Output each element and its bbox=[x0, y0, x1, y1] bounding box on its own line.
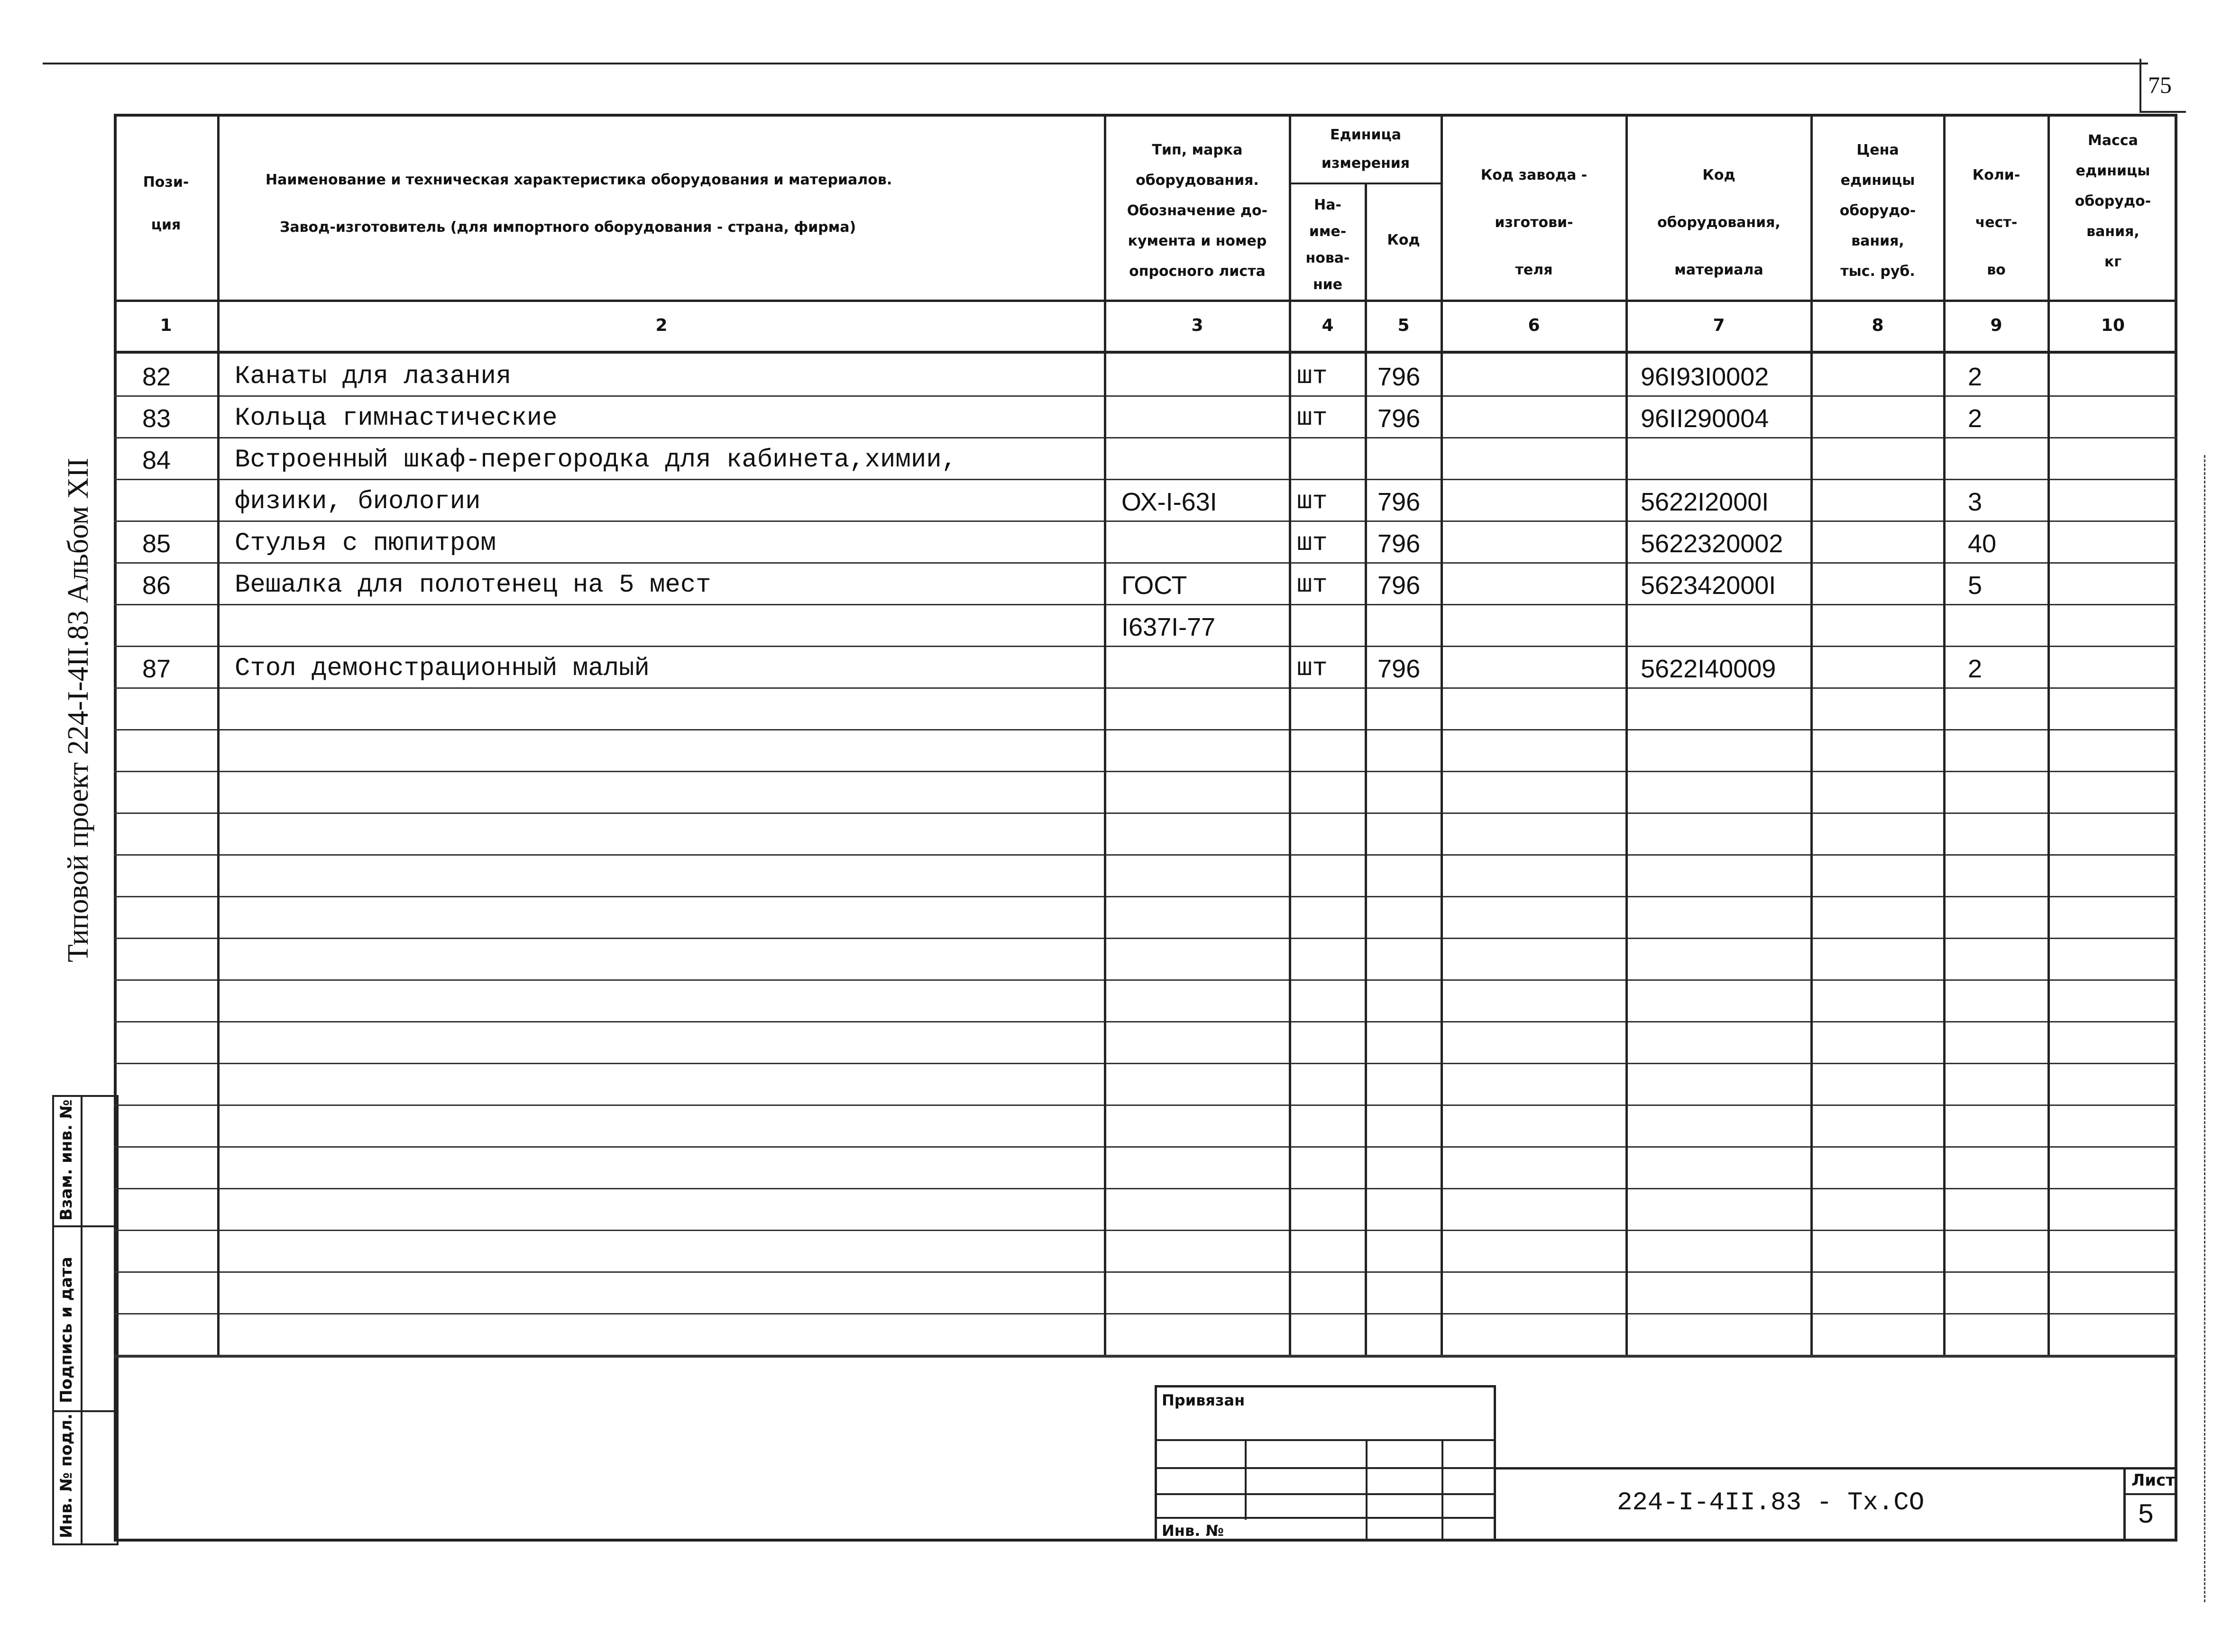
row-rule bbox=[114, 395, 2177, 397]
cell-position: 84 bbox=[142, 446, 171, 475]
cell-name: Встроенный шкаф-перегородка для кабинета,химии, bbox=[235, 446, 957, 475]
cell-position: 82 bbox=[142, 363, 171, 391]
cell-position: 87 bbox=[142, 655, 171, 683]
row-rule bbox=[114, 938, 2177, 939]
column-number: 4 bbox=[1322, 316, 1334, 335]
cell-quantity: 2 bbox=[1968, 404, 1983, 433]
column-number: 3 bbox=[1191, 316, 1203, 335]
page-number: 75 bbox=[2148, 72, 2172, 98]
margin-label-replace: Взам. инв. № bbox=[57, 1099, 76, 1221]
header-quantity: Коли- чест- во bbox=[1972, 167, 2020, 278]
row-rule bbox=[114, 562, 2177, 564]
row-rule bbox=[114, 437, 2177, 438]
column-number: 5 bbox=[1397, 316, 1410, 335]
cell-name: Стол демонстрационный малый bbox=[235, 654, 650, 683]
row-rule bbox=[114, 687, 2177, 689]
column-rule bbox=[1810, 114, 1813, 1355]
cell-name: Канаты для лазания bbox=[235, 362, 512, 391]
row-rule bbox=[114, 1188, 2177, 1189]
row-rule bbox=[114, 604, 2177, 605]
sheet-label: Лист bbox=[2131, 1471, 2175, 1490]
column-number: 6 bbox=[1528, 316, 1540, 335]
header-unit-code: Код bbox=[1387, 232, 1420, 248]
row-rule bbox=[114, 729, 2177, 730]
row-rule bbox=[114, 646, 2177, 647]
header-price: Цена единицы оборудо- вания, тыс. руб. bbox=[1839, 142, 1916, 280]
cell-unit-code: 796 bbox=[1377, 529, 1421, 558]
header-unit-name: На- име- нова- ние bbox=[1305, 197, 1350, 293]
cell-equip-code: 5622I40009 bbox=[1641, 655, 1776, 683]
cell-equip-code: 5622320002 bbox=[1641, 529, 1783, 558]
cell-unit-code: 796 bbox=[1377, 363, 1421, 391]
column-number: 2 bbox=[655, 316, 668, 335]
header-equip-code: Код оборудования, материала bbox=[1657, 167, 1781, 278]
column-rule bbox=[217, 114, 220, 1355]
column-rule bbox=[1943, 114, 1946, 1355]
row-rule bbox=[114, 1063, 2177, 1064]
cell-unit-code: 796 bbox=[1377, 488, 1421, 516]
column-rule bbox=[1625, 114, 1628, 1355]
row-rule bbox=[114, 854, 2177, 856]
row-rule bbox=[114, 1021, 2177, 1022]
header-name: Наименование и техническая характеристика оборудования и материалов. Завод-изготовитель (для импортного оборудования - страна, фирма) bbox=[266, 172, 892, 236]
header-unit-group: Единица измерения bbox=[1321, 127, 1410, 172]
cell-position: 85 bbox=[142, 529, 171, 558]
stamp-bound-label: Привязан bbox=[1162, 1391, 1245, 1409]
cell-unit: шт bbox=[1297, 404, 1328, 433]
cell-quantity: 5 bbox=[1968, 571, 1983, 600]
cell-position: 86 bbox=[142, 571, 171, 600]
column-number: 1 bbox=[160, 316, 172, 335]
cell-name: Кольца гимнастические bbox=[235, 404, 558, 433]
cell-position: 83 bbox=[142, 404, 171, 433]
cell-type: ОХ-I-63I bbox=[1121, 488, 1217, 516]
cell-quantity: 40 bbox=[1968, 529, 1997, 558]
cell-unit: шт bbox=[1297, 654, 1328, 683]
side-title: Типовой проект 224-I-4II.83 Альбом XII bbox=[62, 458, 94, 962]
row-rule bbox=[114, 1271, 2177, 1273]
cell-equip-code: 562342000I bbox=[1641, 571, 1776, 600]
cell-name: Стулья с пюпитром bbox=[235, 529, 496, 558]
column-number: 8 bbox=[1872, 316, 1884, 335]
row-rule bbox=[114, 771, 2177, 772]
column-number: 10 bbox=[2101, 316, 2125, 335]
header-mass: Масса единицы оборудо- вания, кг bbox=[2075, 132, 2151, 270]
row-rule bbox=[114, 896, 2177, 897]
cell-unit-code: 796 bbox=[1377, 404, 1421, 433]
cell-equip-code: 96I93I0002 bbox=[1641, 363, 1769, 391]
column-number: 7 bbox=[1713, 316, 1725, 335]
cell-type: I637I-77 bbox=[1121, 613, 1216, 641]
cell-unit: шт bbox=[1297, 487, 1328, 516]
cell-name: физики, биологии bbox=[235, 487, 481, 516]
column-rule bbox=[1289, 114, 1291, 1355]
row-rule bbox=[114, 812, 2177, 814]
row-rule bbox=[114, 1146, 2177, 1148]
row-rule bbox=[114, 1355, 2177, 1358]
row-rule bbox=[114, 1313, 2177, 1314]
row-rule bbox=[114, 1230, 2177, 1231]
row-rule bbox=[114, 1104, 2177, 1106]
column-number: 9 bbox=[1990, 316, 2002, 335]
row-rule bbox=[114, 979, 2177, 981]
cell-unit: шт bbox=[1297, 529, 1328, 558]
cell-unit: шт bbox=[1297, 362, 1328, 391]
header-position: Пози- ция bbox=[143, 174, 189, 233]
cut-line bbox=[2204, 455, 2205, 1602]
cell-unit-code: 796 bbox=[1377, 571, 1421, 600]
cell-name: Вешалка для полотенец на 5 мест bbox=[235, 571, 711, 600]
cell-equip-code: 5622I2000I bbox=[1641, 488, 1769, 516]
column-rule bbox=[1441, 114, 1443, 1355]
cell-quantity: 2 bbox=[1968, 655, 1983, 683]
document-code: 224-I-4II.83 - Тх.СО bbox=[1617, 1488, 1925, 1517]
cell-quantity: 3 bbox=[1968, 488, 1983, 516]
column-rule bbox=[1104, 114, 1106, 1355]
stamp-inv-label: Инв. № bbox=[1162, 1522, 1224, 1540]
margin-label-inventory: Инв. № подл. bbox=[57, 1413, 76, 1538]
column-rule bbox=[2047, 114, 2050, 1355]
cell-unit: шт bbox=[1297, 571, 1328, 600]
cell-type: ГОСТ bbox=[1121, 571, 1187, 600]
column-rule bbox=[1365, 183, 1367, 1355]
margin-label-signature: Подпись и дата bbox=[57, 1257, 76, 1403]
header-maker-code: Код завода - изготови- теля bbox=[1480, 167, 1588, 278]
top-rule bbox=[43, 63, 2148, 64]
header-type: Тип, марка оборудования. Обозначение до- кумента и номер опросного листа bbox=[1127, 142, 1268, 280]
cell-quantity: 2 bbox=[1968, 363, 1983, 391]
cell-unit-code: 796 bbox=[1377, 655, 1421, 683]
row-rule bbox=[114, 479, 2177, 480]
sheet-number: 5 bbox=[2138, 1500, 2154, 1531]
cell-equip-code: 96II290004 bbox=[1641, 404, 1769, 433]
row-rule bbox=[114, 520, 2177, 522]
